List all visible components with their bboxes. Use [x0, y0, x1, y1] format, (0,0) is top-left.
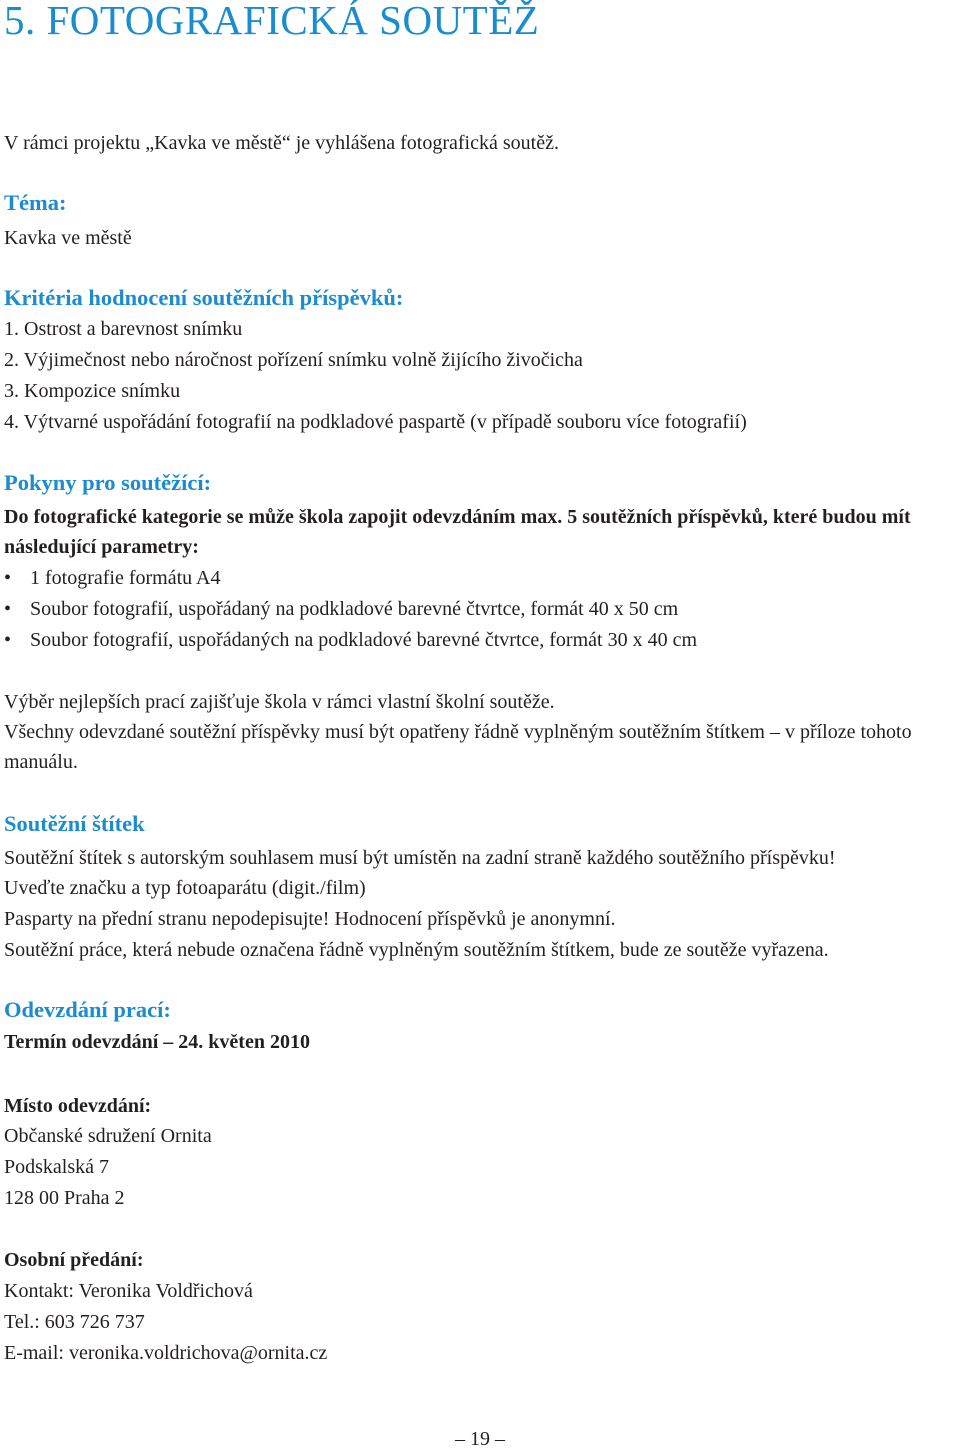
stitek-line: Pasparty na přední stranu nepodepisujte! Hodnocení příspěvků je anonymní. — [4, 908, 616, 930]
kriteria-heading: Kritéria hodnocení soutěžních příspěvků: — [4, 285, 404, 310]
tema-heading: Téma: — [4, 190, 67, 215]
pokyny-para: Všechny odevzdané soutěžní příspěvky musí být opatřeny řádně vyplněným soutěžním štítkem – v příloze tohoto manuálu. — [4, 721, 912, 773]
kriteria-item: 2. Výjimečnost nebo náročnost pořízení snímku volně žijícího živočicha — [4, 349, 583, 371]
kriteria-item: 1. Ostrost a barevnost snímku — [4, 318, 243, 340]
misto-line: 128 00 Praha 2 — [4, 1187, 125, 1209]
bullet-dot-icon: • — [4, 629, 12, 651]
page-title: 5. FOTOGRAFICKÁ SOUTĚŽ — [4, 0, 540, 43]
bullet-item: • Soubor fotografií, uspořádaných na podkladové barevné čtvrtce, formát 30 x 40 cm — [4, 629, 698, 651]
bullet-item: • 1 fotografie formátu A4 — [4, 567, 221, 589]
bullet-dot-icon: • — [4, 567, 12, 589]
bullet-dot-icon: • — [4, 598, 12, 620]
osobni-heading: Osobní předání: — [4, 1249, 144, 1271]
stitek-line: Uveďte značku a typ fotoaparátu (digit./film) — [4, 877, 366, 899]
bullet-item: • Soubor fotografií, uspořádaný na podkladové barevné čtvrtce, formát 40 x 50 cm — [4, 598, 679, 620]
tema-text: Kavka ve městě — [4, 227, 132, 249]
termin-text: Termín odevzdání – 24. květen 2010 — [4, 1031, 310, 1053]
page-number: – 19 – — [455, 1428, 505, 1450]
pokyny-lead: Do fotografické kategorie se může škola zapojit odevzdáním max. 5 soutěžních příspěvků, které budou mít následující parametry: — [4, 506, 911, 558]
pokyny-heading: Pokyny pro soutěžící: — [4, 470, 212, 495]
pokyny-para: Výběr nejlepších prací zajišťuje škola v rámci vlastní školní soutěže. — [4, 691, 555, 713]
misto-line: Občanské sdružení Ornita — [4, 1125, 212, 1147]
osobni-line: E-mail: veronika.voldrichova@ornita.cz — [4, 1342, 328, 1364]
stitek-line: Soutěžní práce, která nebude označena řádně vyplněným soutěžním štítkem, bude ze soutěže vyřazena. — [4, 939, 829, 961]
intro-text: V rámci projektu „Kavka ve městě“ je vyhlášena fotografická soutěž. — [4, 132, 559, 154]
misto-heading: Místo odevzdání: — [4, 1095, 152, 1117]
odevzdani-heading: Odevzdání prací: — [4, 997, 171, 1022]
osobni-line: Tel.: 603 726 737 — [4, 1311, 145, 1333]
misto-line: Podskalská 7 — [4, 1156, 109, 1178]
stitek-heading: Soutěžní štítek — [4, 811, 145, 836]
kriteria-item: 4. Výtvarné uspořádání fotografií na podkladové paspartě (v případě souboru více fotografií) — [4, 411, 747, 433]
stitek-line: Soutěžní štítek s autorským souhlasem musí být umístěn na zadní straně každého soutěžního příspěvku! — [4, 847, 836, 869]
kriteria-item: 3. Kompozice snímku — [4, 380, 181, 402]
osobni-line: Kontakt: Veronika Voldřichová — [4, 1280, 253, 1302]
